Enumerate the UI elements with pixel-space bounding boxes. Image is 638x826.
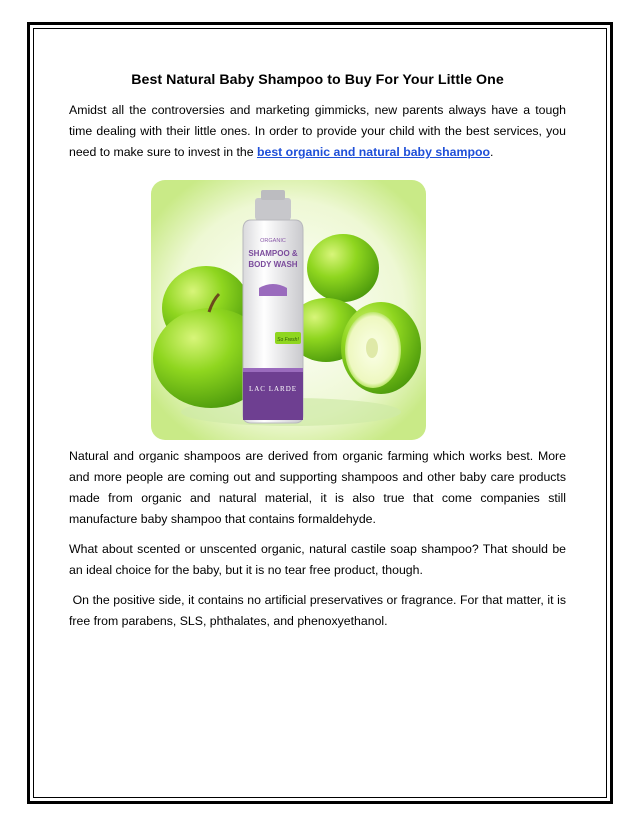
- organic-shampoo-link[interactable]: best organic and natural baby shampoo: [256, 145, 490, 159]
- intro-paragraph: [69, 100, 566, 163]
- intro-text: Amidst all the controversies and marketing gimmicks, new parents always have a tough time dealing with their little ones. In order to provide your child with the best services, you need to make sure to invest in the: [69, 103, 566, 159]
- bottle-label-bodywash: BODY WASH: [248, 260, 298, 269]
- document-body: [69, 70, 570, 632]
- intro-text-end: .: [489, 145, 494, 159]
- bottle-label-shampoo: SHAMPOO &: [248, 249, 298, 258]
- document-title: Best Natural Baby Shampoo to Buy For Your Little One: [131, 72, 504, 88]
- product-image: [151, 180, 426, 440]
- apple-right-back: [307, 234, 379, 302]
- shampoo-apples-illustration: [151, 180, 426, 440]
- bottle-label-organic: ORGANIC: [260, 238, 286, 244]
- bottle-sticker: So Fresh!: [277, 337, 299, 343]
- body-paragraph-4: On the positive side, it contains no artificial preservatives or fragrance. For that matter, it is free from parabens, SLS, phthalates, and phenoxyethanol.: [69, 593, 570, 628]
- bottle-brand: LAC LARDE: [248, 385, 298, 393]
- body-paragraph-3: What about scented or unscented organic, natural castile soap shampoo? That should be an ideal choice for the baby, but it is no tear free product, though.: [69, 542, 566, 577]
- body-paragraph-2: Natural and organic shampoos are derived from organic farming which works best. More and more people are coming out and supporting shampoos and other baby care products made from organic and natural material, it is also true that come companies still manufacture baby shampoo that contains formaldehyde.: [69, 449, 566, 526]
